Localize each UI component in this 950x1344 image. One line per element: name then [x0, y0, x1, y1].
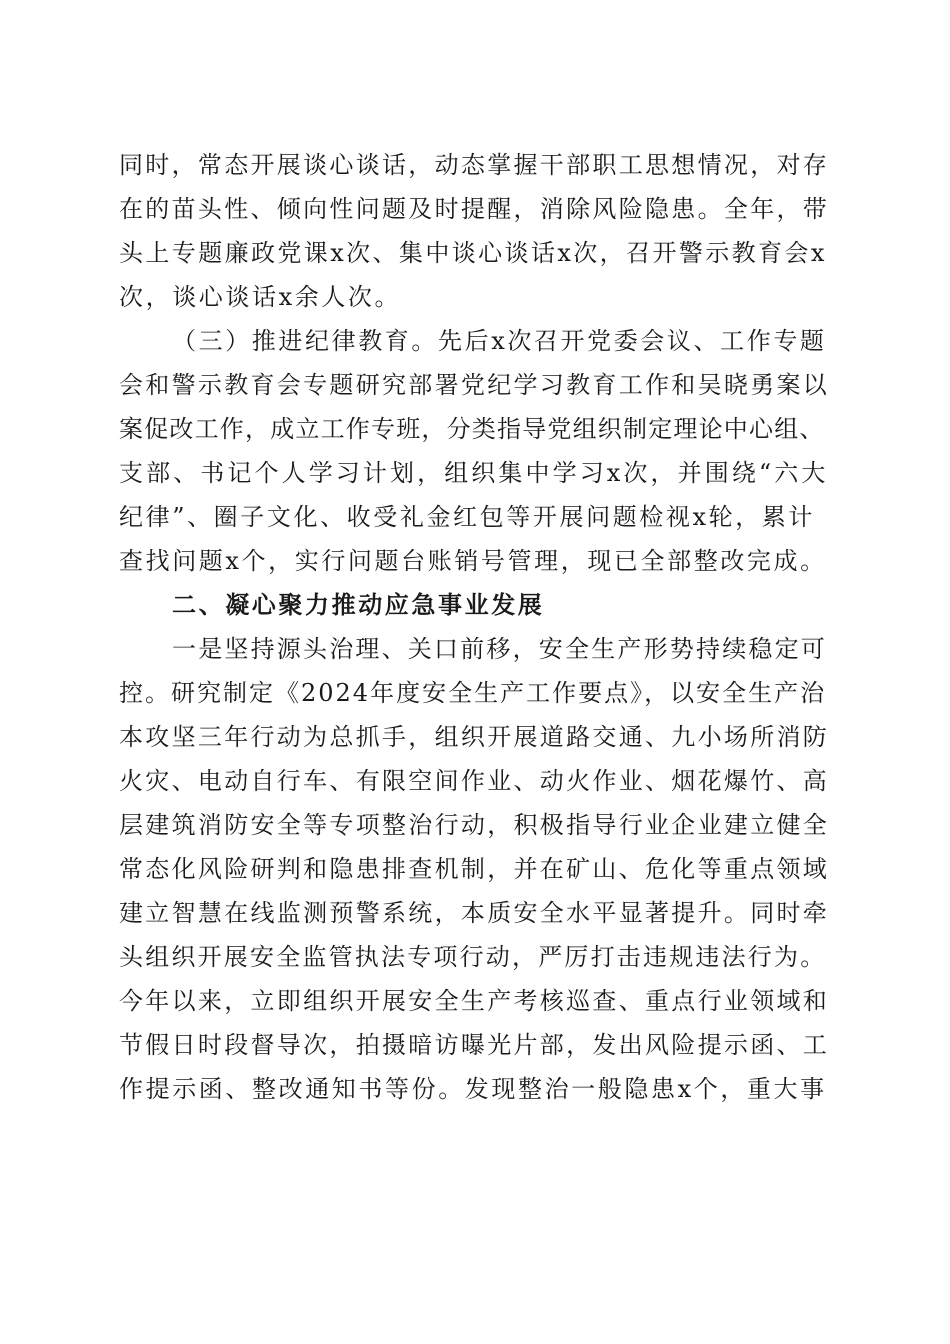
text-line: 层建筑消防安全等专项整治行动，积极指导行业企业建立健全	[119, 811, 830, 839]
text-line: 在的苗头性、倾向性问题及时提醒，消除风险隐患。全年，带	[119, 195, 830, 223]
text-line: （三）推进纪律教育。先后x次召开党委会议、工作专题	[172, 327, 827, 355]
section-heading: 二、凝心聚力推动应急事业发展	[172, 591, 545, 619]
text-line: 建立智慧在线监测预警系统，本质安全水平显著提升。同时牵	[119, 899, 830, 927]
text-line: 头组织开展安全监管执法专项行动，严厉打击违规违法行为。	[119, 943, 827, 971]
text-line: 作提示函、整改通知书等份。发现整治一般隐患x个，重大事	[119, 1075, 827, 1103]
text-line: 查找问题x个，实行问题台账销号管理，现已全部整改完成。	[119, 547, 827, 575]
text-line: 会和警示教育会专题研究部署党纪学习教育工作和吴晓勇案以	[119, 371, 830, 399]
text-line: 次，谈心谈话x余人次。	[119, 283, 402, 311]
text-line: 火灾、电动自行车、有限空间作业、动火作业、烟花爆竹、高	[119, 767, 830, 795]
text-line: 常态化风险研判和隐患排查机制，并在矿山、危化等重点领域	[119, 855, 830, 883]
text-line: 节假日时段督导次，拍摄暗访曝光片部，发出风险提示函、工	[119, 1031, 830, 1059]
text-line: 一是坚持源头治理、关口前移，安全生产形势持续稳定可	[172, 635, 827, 663]
text-line: 案促改工作，成立工作专班，分类指导党组织制定理论中心组、	[119, 415, 825, 443]
text-line: 今年以来，立即组织开展安全生产考核巡查、重点行业领域和	[119, 987, 830, 1015]
text-line: 纪律”、圈子文化、收受礼金红包等开展问题检视x轮，累计	[119, 503, 816, 531]
text-line: 同时，常态开展谈心谈话，动态掌握干部职工思想情况，对存	[119, 151, 830, 179]
text-line: 支部、书记个人学习计划，组织集中学习x次，并围绕“六大	[119, 459, 829, 487]
text-line: 本攻坚三年行动为总抓手，组织开展道路交通、九小场所消防	[119, 723, 830, 751]
text-line: 头上专题廉政党课x次、集中谈心谈话x次，召开警示教育会x	[119, 239, 827, 267]
text-line: 控。研究制定《2024年度安全生产工作要点》，以安全生产治	[119, 679, 827, 707]
